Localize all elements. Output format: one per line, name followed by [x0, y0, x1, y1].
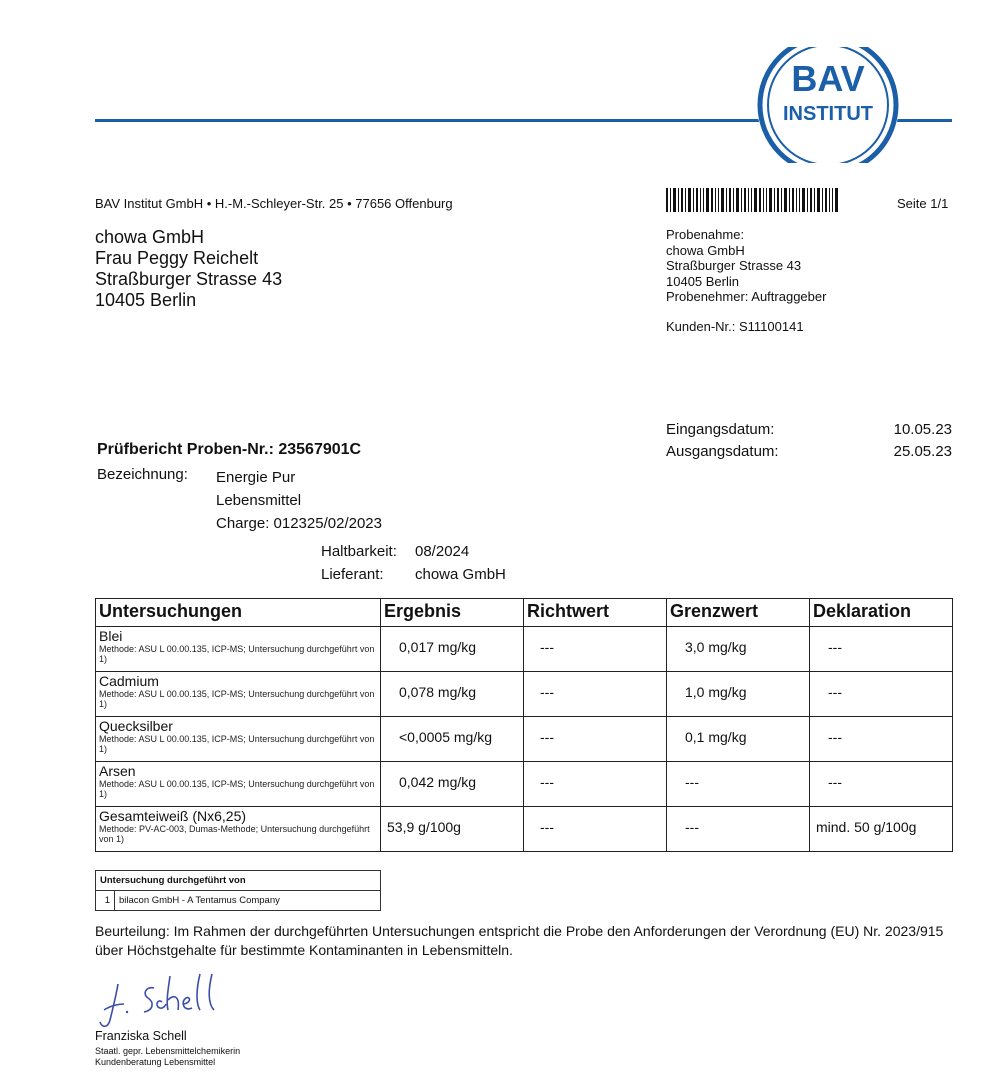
table-row — [96, 627, 953, 672]
ergebnis-value: <0,0005 mg/kg — [399, 729, 493, 745]
analysis-name: Quecksilber — [99, 718, 173, 734]
lieferant-value: chowa GmbH — [415, 566, 506, 583]
analysis-name: Gesamteiweiß (Nx6,25) — [99, 808, 247, 824]
analysis-method: Methode: PV-AC-003, Dumas-Methode; Untersuchung durchgeführt von 1) — [99, 824, 370, 844]
cell-richtwert — [524, 807, 667, 852]
richtwert-value: --- — [540, 819, 554, 835]
bezeichnung-label: Bezeichnung: — [97, 466, 188, 483]
probenahme-block — [666, 227, 826, 305]
performed-by-num: 1 — [96, 891, 115, 911]
bezeichnung-line2: Lebensmittel — [216, 492, 302, 509]
cell-deklaration — [810, 762, 953, 807]
haltbarkeit-label: Haltbarkeit: — [321, 543, 397, 560]
cell-richtwert — [524, 627, 667, 672]
analysis-method: Methode: ASU L 00.00.135, ICP-MS; Untersuchung durchgeführt von 1) — [99, 644, 375, 664]
cell-richtwert — [524, 762, 667, 807]
cell-ergebnis — [381, 627, 524, 672]
recipient-address — [95, 227, 282, 311]
signer-titles — [95, 1046, 240, 1067]
probenahme-label: Probenahme: — [666, 227, 745, 242]
grenzwert-value: 3,0 mg/kg — [685, 639, 747, 655]
analysis-method: Methode: ASU L 00.00.135, ICP-MS; Untersuchung durchgeführt von 1) — [99, 779, 375, 799]
recipient-city: 10405 Berlin — [95, 290, 197, 310]
table-row — [96, 672, 953, 717]
cell-grenzwert — [667, 672, 810, 717]
bezeichnung-values — [216, 466, 382, 535]
analysis-name: Cadmium — [99, 673, 159, 689]
detail-values — [415, 540, 506, 586]
performed-by-row — [96, 891, 381, 911]
cell-ergebnis — [381, 717, 524, 762]
handwritten-signature — [96, 966, 236, 1036]
results-table — [95, 598, 953, 852]
logo-text-bav: BAV — [791, 58, 865, 99]
ergebnis-value: 0,042 mg/kg — [399, 774, 477, 790]
cell-analysis — [96, 762, 381, 807]
kunden-nr: Kunden-Nr.: S11100141 — [666, 319, 804, 334]
cell-grenzwert — [667, 762, 810, 807]
cell-analysis — [96, 627, 381, 672]
performed-by-table — [95, 870, 381, 911]
cell-grenzwert — [667, 807, 810, 852]
cell-deklaration — [810, 672, 953, 717]
cell-deklaration — [810, 717, 953, 762]
bezeichnung-line3: Charge: 012325/02/2023 — [216, 515, 382, 532]
ergebnis-value: 0,078 mg/kg — [399, 684, 477, 700]
cell-ergebnis — [381, 807, 524, 852]
grenzwert-value: --- — [685, 819, 699, 835]
cell-richtwert — [524, 717, 667, 762]
ergebnis-value: 0,017 mg/kg — [399, 639, 477, 655]
performed-by-header: Untersuchung durchgeführt von — [96, 871, 381, 891]
cell-grenzwert — [667, 627, 810, 672]
eingangsdatum-label: Eingangsdatum: — [666, 421, 775, 438]
analysis-name: Blei — [99, 628, 123, 644]
deklaration-value: --- — [828, 639, 842, 655]
cell-deklaration — [810, 627, 953, 672]
analysis-name: Arsen — [99, 763, 136, 779]
bezeichnung-line1: Energie Pur — [216, 469, 296, 486]
bav-logo — [757, 47, 900, 163]
table-header-row — [96, 599, 953, 627]
performed-by-lab: bilacon GmbH - A Tentamus Company — [115, 891, 381, 911]
deklaration-value: mind. 50 g/100g — [816, 819, 917, 835]
signer-title-1: Staatl. gepr. Lebensmittelchemikerin — [95, 1046, 241, 1056]
header-ergebnis: Ergebnis — [381, 599, 524, 627]
richtwert-value: --- — [540, 774, 554, 790]
page-number: Seite 1/1 — [897, 196, 949, 211]
ausgangsdatum-label: Ausgangsdatum: — [666, 443, 779, 460]
performed-by-header-row — [96, 871, 381, 891]
probenahme-city: 10405 Berlin — [666, 273, 739, 289]
probenehmer: Probenehmer: Auftraggeber — [666, 289, 827, 304]
recipient-person: Frau Peggy Reichelt — [95, 248, 259, 268]
logo-text-institut: INSTITUT — [783, 103, 873, 125]
detail-labels — [321, 540, 397, 586]
cell-ergebnis — [381, 762, 524, 807]
grenzwert-value: --- — [685, 774, 699, 790]
grenzwert-value: 0,1 mg/kg — [685, 729, 747, 745]
grenzwert-value: 1,0 mg/kg — [685, 684, 747, 700]
deklaration-value: --- — [828, 684, 842, 700]
analysis-method: Methode: ASU L 00.00.135, ICP-MS; Untersuchung durchgeführt von 1) — [99, 689, 375, 709]
probenahme-street: Straßburger Strasse 43 — [666, 258, 802, 273]
signer-title-2: Kundenberatung Lebensmittel — [95, 1056, 216, 1067]
eingangsdatum-row — [666, 419, 952, 441]
cell-deklaration — [810, 807, 953, 852]
cell-analysis — [96, 672, 381, 717]
signer-name: Franziska Schell — [95, 1029, 187, 1043]
sender-address: BAV Institut GmbH • H.-M.-Schleyer-Str. 25 • 77656 Offenburg — [95, 196, 453, 211]
ausgangsdatum-value: 25.05.23 — [893, 443, 952, 460]
table-row — [96, 717, 953, 762]
table-row — [96, 807, 953, 852]
header-grenzwert: Grenzwert — [667, 599, 810, 627]
ergebnis-value: 53,9 g/100g — [387, 819, 461, 835]
barcode — [666, 188, 838, 212]
deklaration-value: --- — [828, 729, 842, 745]
recipient-company: chowa GmbH — [95, 227, 205, 247]
haltbarkeit-value: 08/2024 — [415, 543, 470, 560]
richtwert-value: --- — [540, 729, 554, 745]
header-richtwert: Richtwert — [524, 599, 667, 627]
cell-richtwert — [524, 672, 667, 717]
lieferant-label: Lieferant: — [321, 566, 384, 583]
eingangsdatum-value: 10.05.23 — [893, 421, 952, 438]
richtwert-value: --- — [540, 684, 554, 700]
probenahme-company: chowa GmbH — [666, 242, 745, 258]
beurteilung-text: Beurteilung: Im Rahmen der durchgeführten Untersuchungen entspricht die Probe den Anforderungen der Verordnung (EU) Nr. 2023/915 über Höchstgehalte für bestimmte Kontaminanten in Lebensmitteln. — [95, 923, 944, 958]
header-deklaration: Deklaration — [810, 599, 953, 627]
dates-block — [666, 419, 952, 463]
report-title: Prüfbericht Proben-Nr.: 23567901C — [97, 441, 362, 458]
header-untersuchungen: Untersuchungen — [96, 599, 381, 627]
cell-grenzwert — [667, 717, 810, 762]
table-row — [96, 762, 953, 807]
cell-ergebnis — [381, 672, 524, 717]
richtwert-value: --- — [540, 639, 554, 655]
cell-analysis — [96, 807, 381, 852]
ausgangsdatum-row — [666, 441, 952, 463]
deklaration-value: --- — [828, 774, 842, 790]
recipient-street: Straßburger Strasse 43 — [95, 269, 283, 289]
cell-analysis — [96, 717, 381, 762]
analysis-method: Methode: ASU L 00.00.135, ICP-MS; Untersuchung durchgeführt von 1) — [99, 734, 375, 754]
